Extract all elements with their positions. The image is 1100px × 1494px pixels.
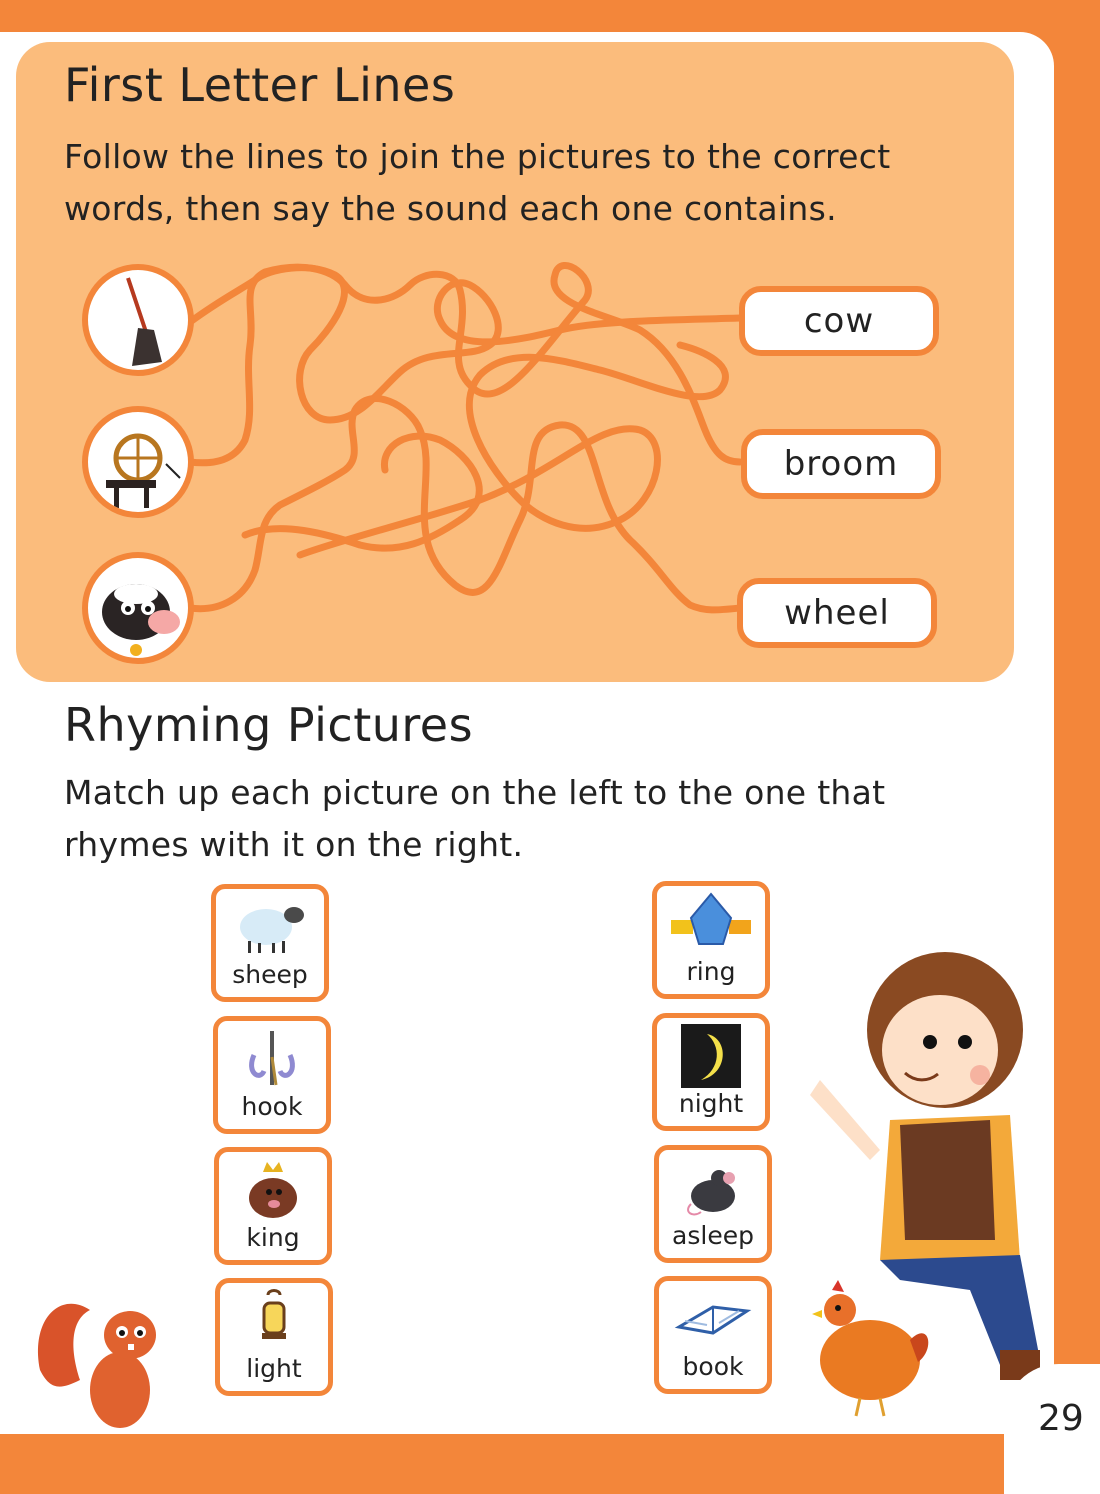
- word-broom: broom: [783, 444, 899, 484]
- card-night[interactable]: [652, 1013, 770, 1131]
- sheep-icon: [230, 895, 310, 959]
- card-light[interactable]: [215, 1278, 333, 1396]
- card-label-king: king: [246, 1223, 300, 1252]
- section1-instructions-line1: Follow the lines to join the pictures to the correct: [64, 137, 891, 176]
- section2-instructions-line2: rhymes with it on the right.: [64, 825, 524, 864]
- section1-title: First Letter Lines: [64, 58, 456, 112]
- card-label-book: book: [682, 1352, 744, 1381]
- card-asleep[interactable]: [654, 1145, 772, 1263]
- card-label-ring: ring: [686, 957, 736, 986]
- card-hook[interactable]: [213, 1016, 331, 1134]
- sleeping-mouse-icon: [673, 1156, 753, 1220]
- spinning-wheel-icon: [88, 412, 188, 512]
- card-label-asleep: asleep: [672, 1221, 754, 1250]
- book-icon: [673, 1287, 753, 1351]
- hen-illustration: [800, 1270, 940, 1420]
- section2-title: Rhyming Pictures: [64, 698, 474, 752]
- word-box-wheel[interactable]: [737, 578, 937, 648]
- card-label-sheep: sheep: [232, 960, 308, 989]
- card-label-night: night: [678, 1089, 744, 1118]
- squirrel-illustration: [30, 1280, 160, 1430]
- word-cow: cow: [803, 301, 875, 341]
- moon-icon: [671, 1024, 751, 1088]
- spinning-wheel-picture[interactable]: [82, 406, 194, 518]
- word-wheel: wheel: [784, 593, 890, 633]
- card-label-light: light: [246, 1354, 302, 1383]
- ring-icon: [671, 892, 751, 956]
- lantern-icon: [234, 1289, 314, 1353]
- cow-picture[interactable]: [82, 552, 194, 664]
- section2-instructions-line1: Match up each picture on the left to the one that: [64, 773, 886, 812]
- section1-instructions-line2: words, then say the sound each one contains.: [64, 189, 837, 228]
- cow-icon: [88, 558, 188, 658]
- word-box-cow[interactable]: [739, 286, 939, 356]
- broom-picture[interactable]: [82, 264, 194, 376]
- card-ring[interactable]: [652, 881, 770, 999]
- word-box-broom[interactable]: [741, 429, 941, 499]
- card-sheep[interactable]: [211, 884, 329, 1002]
- card-label-hook: hook: [241, 1092, 303, 1121]
- card-king[interactable]: [214, 1147, 332, 1265]
- broom-icon: [88, 270, 188, 370]
- page-number: 29: [1038, 1398, 1084, 1439]
- card-book[interactable]: [654, 1276, 772, 1394]
- hook-icon: [232, 1027, 312, 1091]
- king-hedgehog-icon: [233, 1158, 313, 1222]
